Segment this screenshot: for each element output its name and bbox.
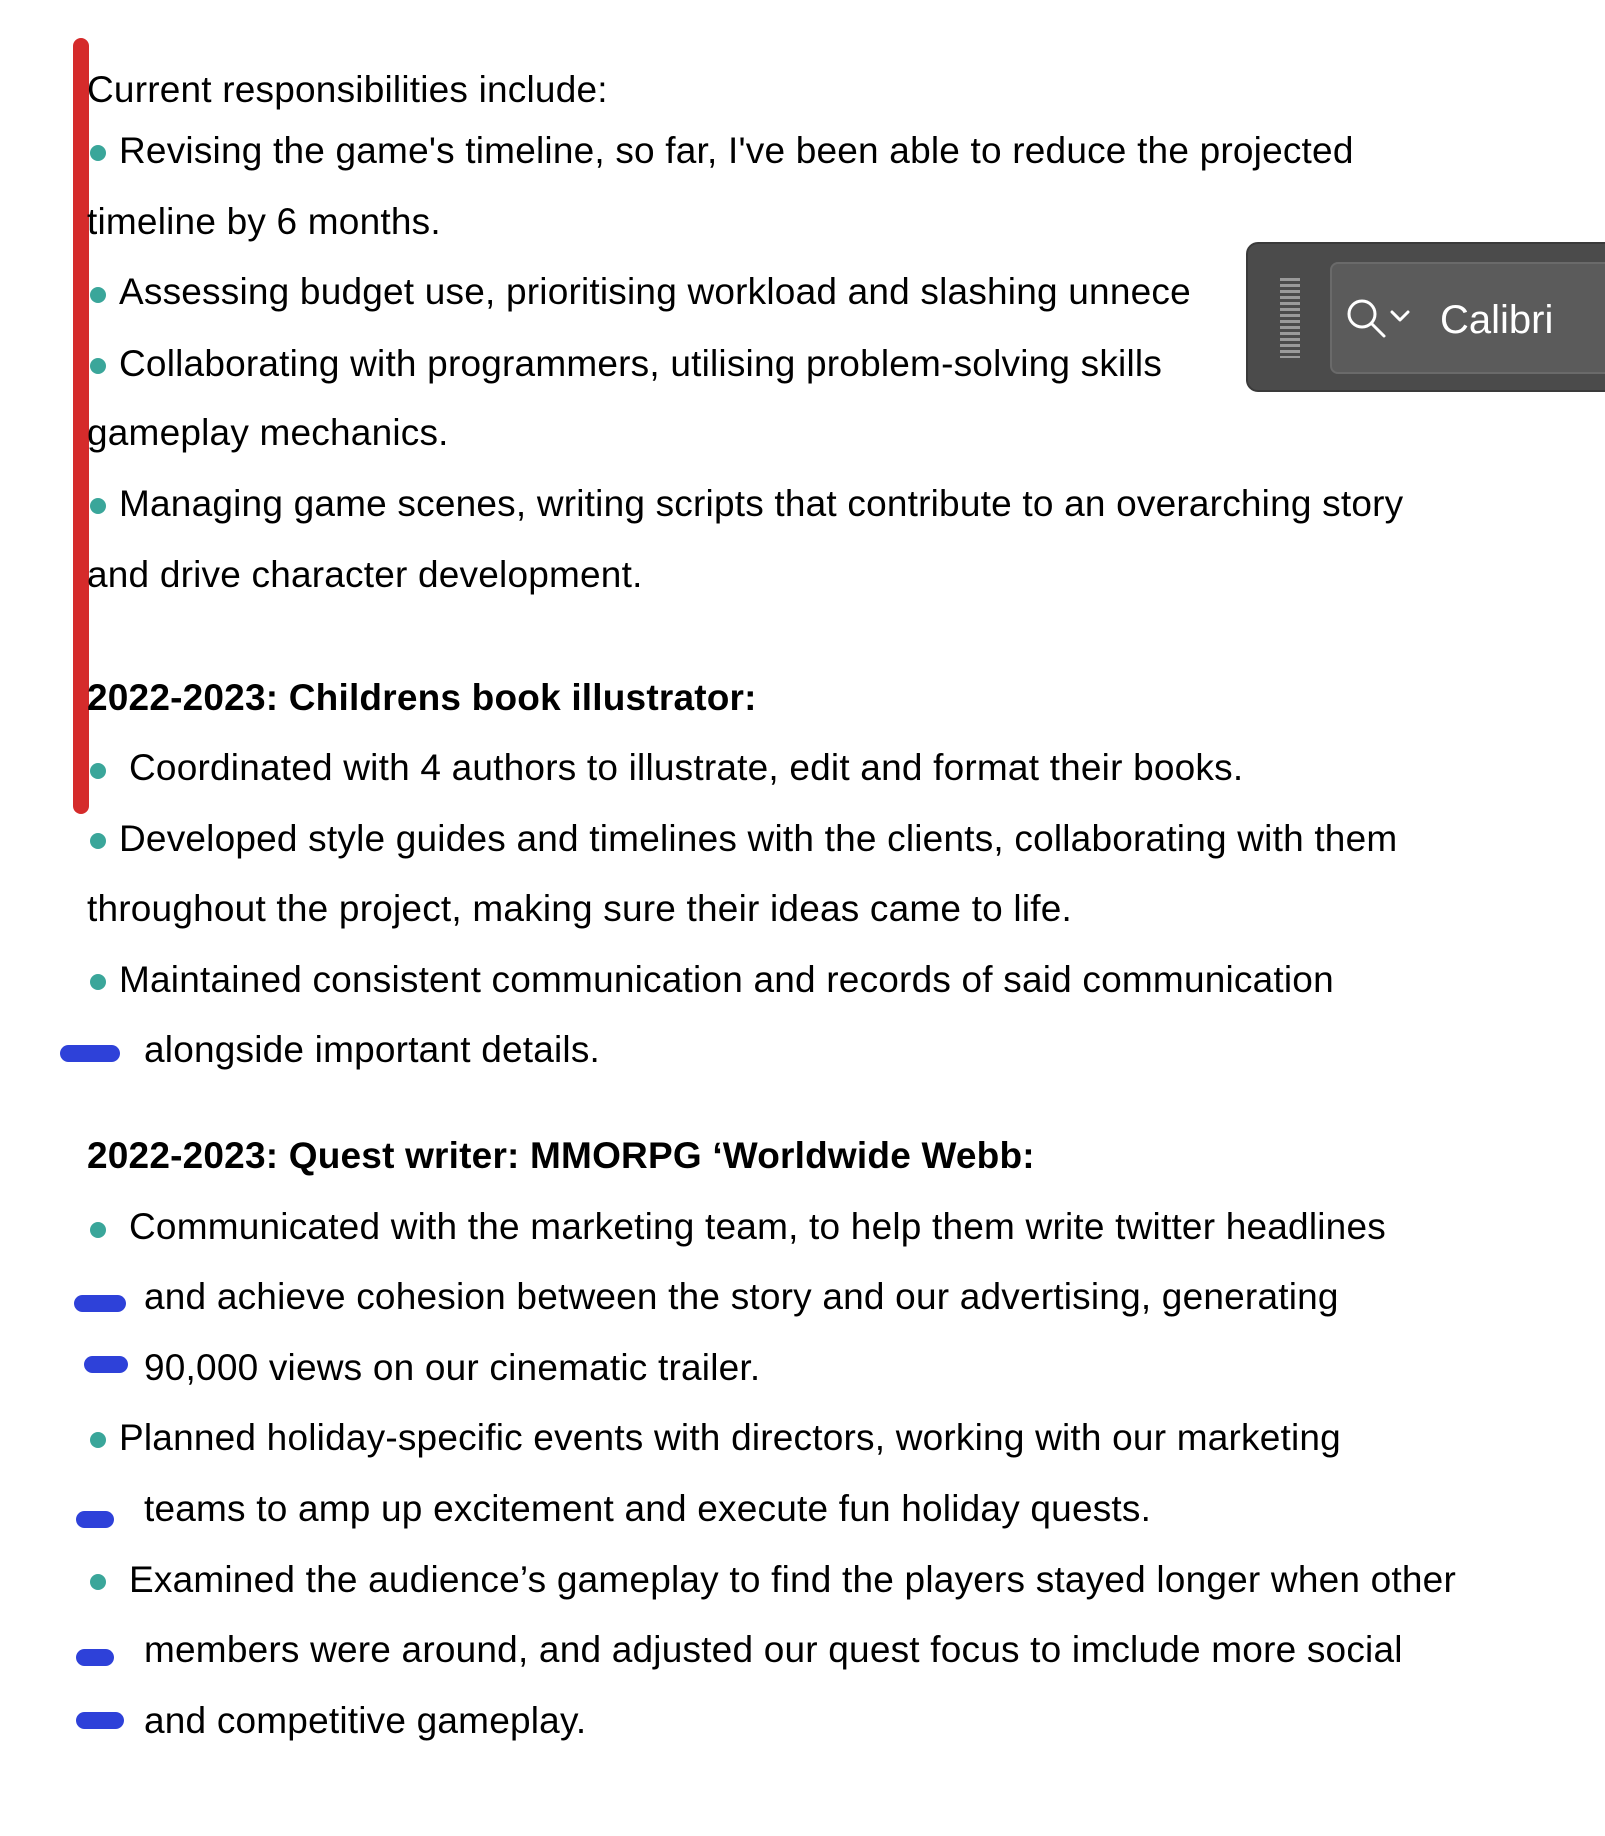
document-text-line[interactable]: Developed style guides and timelines with the clients, collaborating with them [119,818,1398,859]
ink-annotation-mark [76,1712,124,1729]
document-text-line[interactable]: Current responsibilities include: [87,69,608,110]
bullet-icon [90,1432,106,1448]
bullet-icon [90,974,106,990]
document-text-line[interactable]: Revising the game's timeline, so far, I've been able to reduce the projected [119,130,1354,171]
document-text-line[interactable]: throughout the project, making sure their ideas came to life. [87,888,1073,929]
bullet-icon [90,358,106,374]
drag-handle[interactable] [1280,278,1300,358]
document-text-line[interactable]: Collaborating with programmers, utilising problem-solving skills [119,343,1163,384]
document-text-line[interactable]: teams to amp up excitement and execute fun holiday quests. [144,1488,1152,1529]
document-text-line[interactable]: and competitive gameplay. [144,1700,587,1741]
document-text-line[interactable]: Planned holiday-specific events with directors, working with our marketing [119,1417,1341,1458]
section-heading[interactable]: 2022-2023: Childrens book illustrator: [87,677,757,718]
document-text-line[interactable]: Maintained consistent communication and records of said communication [119,959,1334,1000]
font-name-label: Calibri [1440,298,1554,342]
bullet-icon [90,498,106,514]
bullet-icon [90,763,106,779]
search-icon [1342,294,1422,344]
bullet-icon [90,1222,106,1238]
font-selector[interactable] [1330,262,1605,374]
document-text-line[interactable]: Examined the audience’s gameplay to find the players stayed longer when other [129,1559,1456,1600]
bullet-icon [90,833,106,849]
document-text-line[interactable]: gameplay mechanics. [87,412,449,453]
bullet-icon [90,145,106,161]
document-text-line[interactable]: members were around, and adjusted our quest focus to imclude more social [144,1629,1403,1670]
bullet-icon [90,287,106,303]
document-text-line[interactable]: and achieve cohesion between the story and our advertising, generating [144,1276,1339,1317]
document-text-line[interactable]: and drive character development. [87,554,643,595]
document-text-line[interactable]: Assessing budget use, prioritising workload and slashing unnece [119,271,1191,312]
document-text-line[interactable]: 90,000 views on our cinematic trailer. [144,1347,761,1388]
ink-annotation-mark [84,1356,128,1373]
ink-annotation-mark [76,1511,114,1528]
ink-annotation-mark [76,1649,114,1666]
floating-format-toolbar[interactable] [1246,242,1605,392]
ink-annotation-mark [74,1295,126,1312]
bullet-icon [90,1574,106,1590]
ink-annotation-mark [60,1045,120,1062]
document-text-line[interactable]: Communicated with the marketing team, to help them write twitter headlines [129,1206,1386,1247]
document-text-line[interactable]: alongside important details. [144,1029,601,1070]
section-heading[interactable]: 2022-2023: Quest writer: MMORPG ‘Worldwide Webb: [87,1135,1035,1176]
document-text-line[interactable]: timeline by 6 months. [87,201,441,242]
document-text-line[interactable]: Coordinated with 4 authors to illustrate, edit and format their books. [129,747,1244,788]
document-text-line[interactable]: Managing game scenes, writing scripts that contribute to an overarching story [119,483,1404,524]
